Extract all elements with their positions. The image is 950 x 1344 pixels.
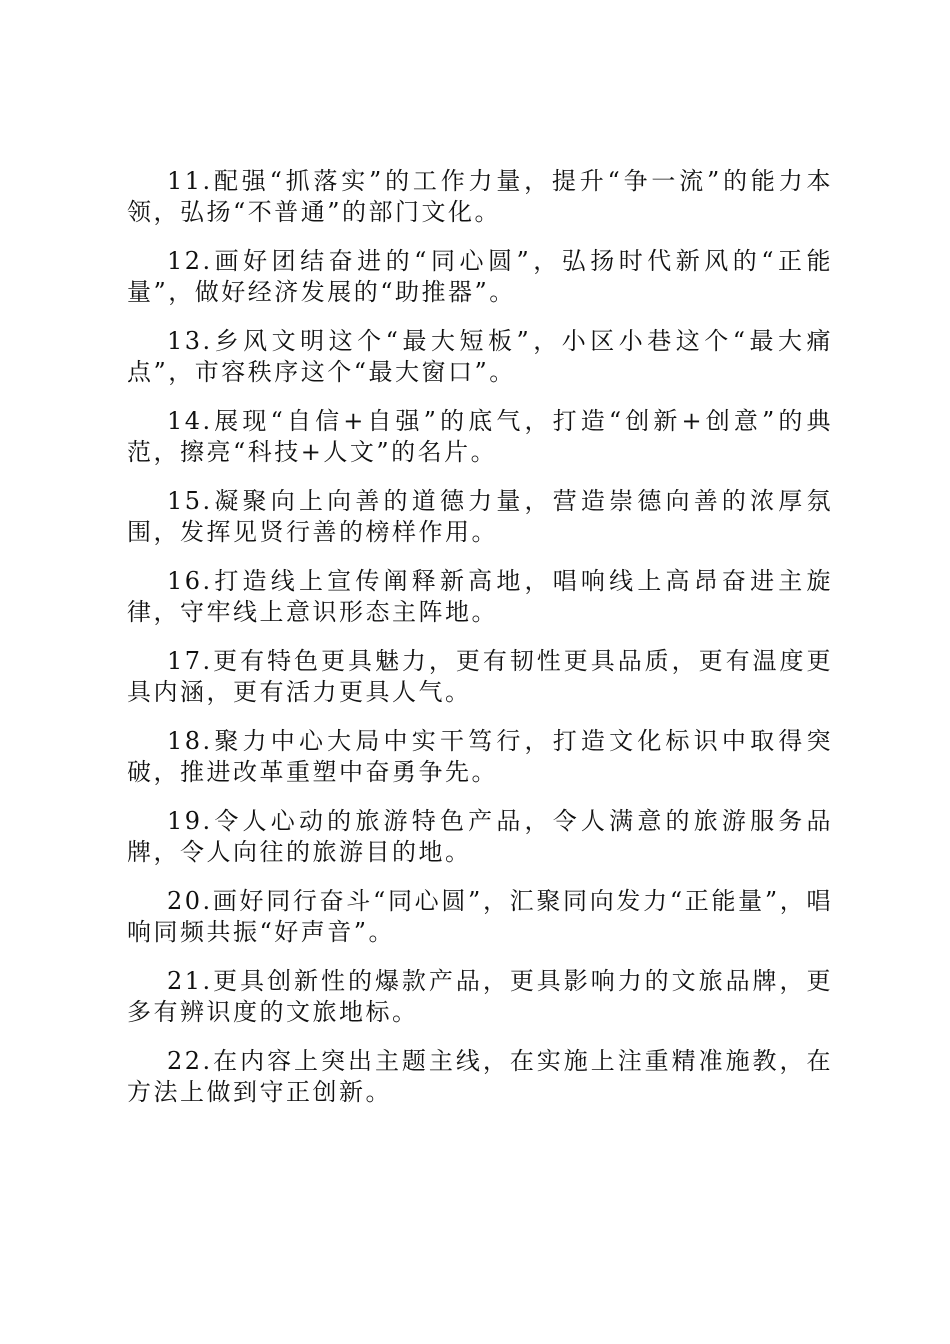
paragraph-20: 20.画好同行奋斗“同心圆”，汇聚同向发力“正能量”，唱响同频共振“好声音”。: [127, 887, 833, 946]
paragraph-12: 12.画好团结奋进的“同心圆”，弘扬时代新风的“正能量”，做好经济发展的“助推器”。: [127, 247, 833, 306]
paragraph-13: 13.乡风文明这个“最大短板”，小区小巷这个“最大痛点”，市容秩序这个“最大窗口”。: [127, 327, 833, 386]
paragraph-14: 14.展现“自信+自强”的底气，打造“创新+创意”的典范，擦亮“科技+人文”的名片。: [127, 407, 833, 466]
paragraph-19: 19.令人心动的旅游特色产品，令人满意的旅游服务品牌，令人向往的旅游目的地。: [127, 807, 833, 866]
paragraph-22: 22.在内容上突出主题主线，在实施上注重精准施教，在方法上做到守正创新。: [127, 1047, 833, 1106]
paragraph-21: 21.更具创新性的爆款产品，更具影响力的文旅品牌，更多有辨识度的文旅地标。: [127, 967, 833, 1026]
paragraph-16: 16.打造线上宣传阐释新高地，唱响线上高昂奋进主旋律，守牢线上意识形态主阵地。: [127, 567, 833, 626]
paragraph-11: 11.配强“抓落实”的工作力量，提升“争一流”的能力本领，弘扬“不普通”的部门文化。: [127, 167, 833, 226]
paragraph-18: 18.聚力中心大局中实干笃行，打造文化标识中取得突破，推进改革重塑中奋勇争先。: [127, 727, 833, 786]
paragraph-15: 15.凝聚向上向善的道德力量，营造崇德向善的浓厚氛围，发挥见贤行善的榜样作用。: [127, 487, 833, 546]
document-body: [127, 166, 833, 1126]
paragraph-17: 17.更有特色更具魅力，更有韧性更具品质，更有温度更具内涵，更有活力更具人气。: [127, 647, 833, 706]
